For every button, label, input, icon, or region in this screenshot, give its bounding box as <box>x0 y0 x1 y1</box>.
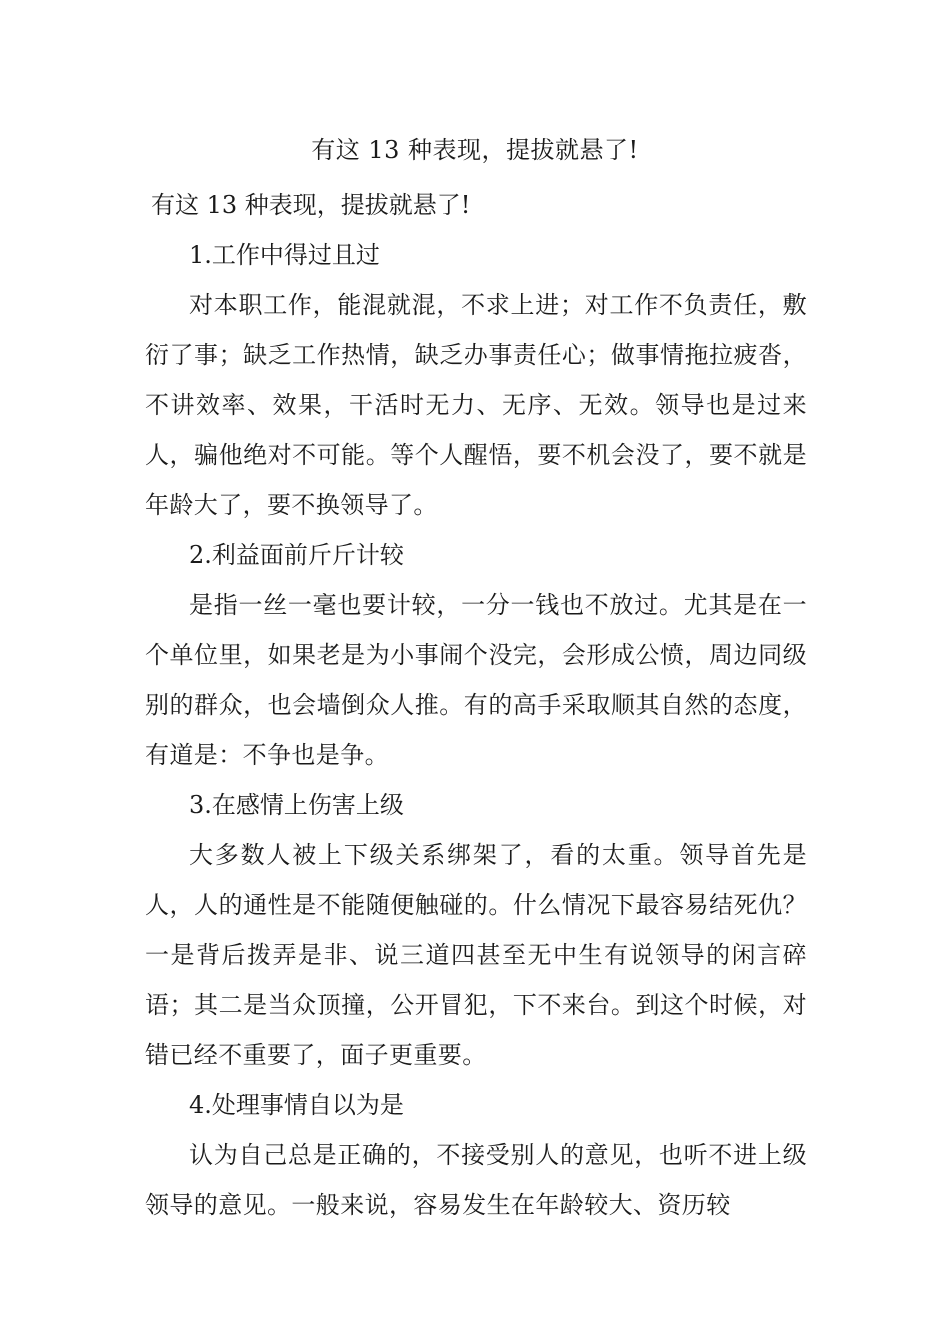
section-heading-1: 1.工作中得过且过 <box>189 241 380 269</box>
section-body-3: 大多数人被上下级关系绑架了，看的太重。领导首先是人，人的通性是不能随便触碰的。什么情况下最容易结死仇？一是背后拨弄是非、说三道四甚至无中生有说领导的闲言碎语；其二是当众顶撞，公开冒犯，下不来台。到这个时候，对错已经不重要了，面子更重要。 <box>145 841 807 1069</box>
document-subtitle: 有这 13 种表现，提拔就悬了! <box>151 191 471 219</box>
section-body-1: 对本职工作，能混就混，不求上进；对工作不负责任，敷衍了事；缺乏工作热情，缺乏办事责任心；做事情拖拉疲沓，不讲效率、效果，干活时无力、无序、无效。领导也是过来人，骗他绝对不可能。等个人醒悟，要不机会没了，要不就是年龄大了，要不换领导了。 <box>145 291 807 519</box>
section-body-4: 认为自己总是正确的，不接受别人的意见，也听不进上级领导的意见。一般来说，容易发生在年龄较大、资历较 <box>145 1141 807 1219</box>
section-heading-3: 3.在感情上伤害上级 <box>189 791 404 819</box>
section-heading-2: 2.利益面前斤斤计较 <box>189 541 404 569</box>
section-heading-4: 4.处理事情自以为是 <box>189 1091 404 1119</box>
section-body-2: 是指一丝一毫也要计较，一分一钱也不放过。尤其是在一个单位里，如果老是为小事闹个没完，会形成公愤，周边同级别的群众，也会墙倒众人推。有的高手采取顺其自然的态度，有道是：不争也是争。 <box>145 591 807 769</box>
document-title: 有这 13 种表现，提拔就悬了! <box>311 136 639 164</box>
document-body <box>145 180 807 1230</box>
